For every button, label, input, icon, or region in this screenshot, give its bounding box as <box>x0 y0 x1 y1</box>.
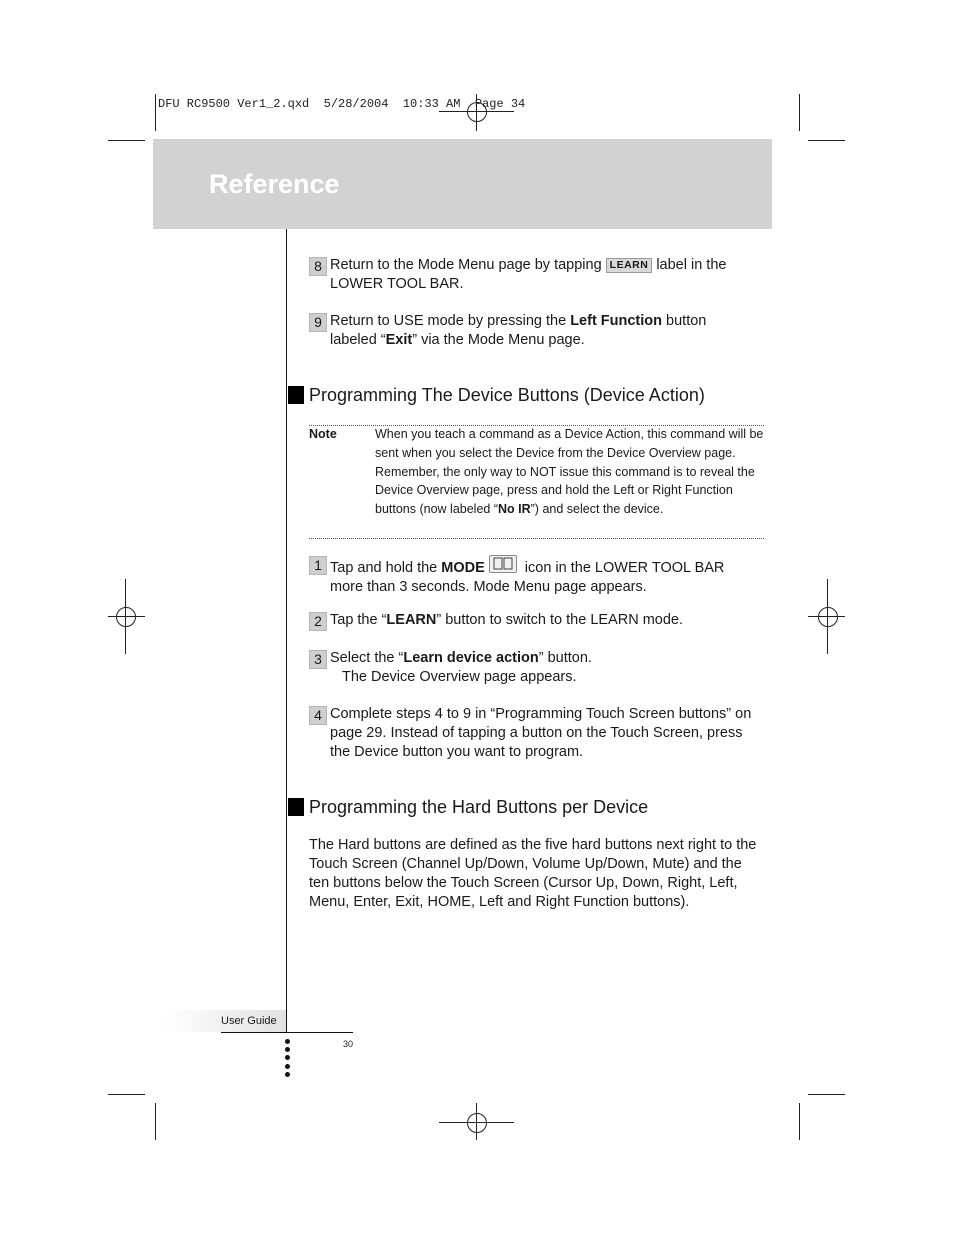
step-2: 2 Tap the “LEARN” button to switch to the LEARN mode. <box>309 611 764 630</box>
header-banner <box>153 139 772 229</box>
mode-book-icon <box>489 555 517 573</box>
step-4: 4 Complete steps 4 to 9 in “Programming Touch Screen buttons” on page 29. Instead of tapping a button on the Touch Screen, press the Device button you want to program. <box>309 705 764 762</box>
note-body: When you teach a command as a Device Action, this command will be sent when you select the Device from the Device Overview page. Remember, the only way to NOT issue this command is to reveal the Device Overview page, press and hold the Left or Right Function buttons (now labeled “No IR”) and select the device. <box>375 427 764 517</box>
section-heading-device-action: Programming The Device Buttons (Device Action) <box>288 384 705 406</box>
section-marker-icon <box>288 798 304 816</box>
page-number: 30 <box>343 1039 354 1049</box>
section-heading-hard-buttons: Programming the Hard Buttons per Device <box>288 796 648 818</box>
learn-label-icon: LEARN <box>606 258 653 273</box>
hard-buttons-paragraph: The Hard buttons are defined as the five hard buttons next right to the Touch Screen (Channel Up/Down, Volume Up/Down, Mute) and the ten buttons below the Touch Screen (Cursor Up, Down, Right, Left, Menu, Enter, Exit, HOME, Left and Right Function buttons). <box>309 837 757 910</box>
footer-label: User Guide <box>221 1015 277 1027</box>
step-number: 9 <box>309 313 327 332</box>
print-slug: DFU RC9500 Ver1_2.qxd 5/28/2004 10:33 AM Page 34 <box>158 97 526 111</box>
step-number: 8 <box>309 257 327 276</box>
note-label: Note <box>309 427 337 441</box>
step-8: 8 Return to the Mode Menu page by tapping LEARN label in the LOWER TOOL BAR. <box>309 256 764 294</box>
page-title: Reference <box>209 169 340 199</box>
note-divider <box>309 538 764 539</box>
step-9: 9 Return to USE mode by pressing the Left Function button labeled “Exit” via the Mode Menu page. <box>309 312 764 350</box>
section-marker-icon <box>288 386 304 404</box>
step-1: 1 Tap and hold the MODE icon in the LOWER TOOL BAR more than 3 seconds. Mode Menu page appears. <box>309 555 764 597</box>
step-number: 2 <box>309 612 327 631</box>
step-number: 1 <box>309 556 327 575</box>
column-rule <box>286 229 287 1033</box>
step-number: 4 <box>309 706 327 725</box>
step-3: 3 Select the “Learn device action” button. The Device Overview page appears. <box>309 649 764 687</box>
footer-rule <box>221 1032 353 1033</box>
step-number: 3 <box>309 650 327 669</box>
